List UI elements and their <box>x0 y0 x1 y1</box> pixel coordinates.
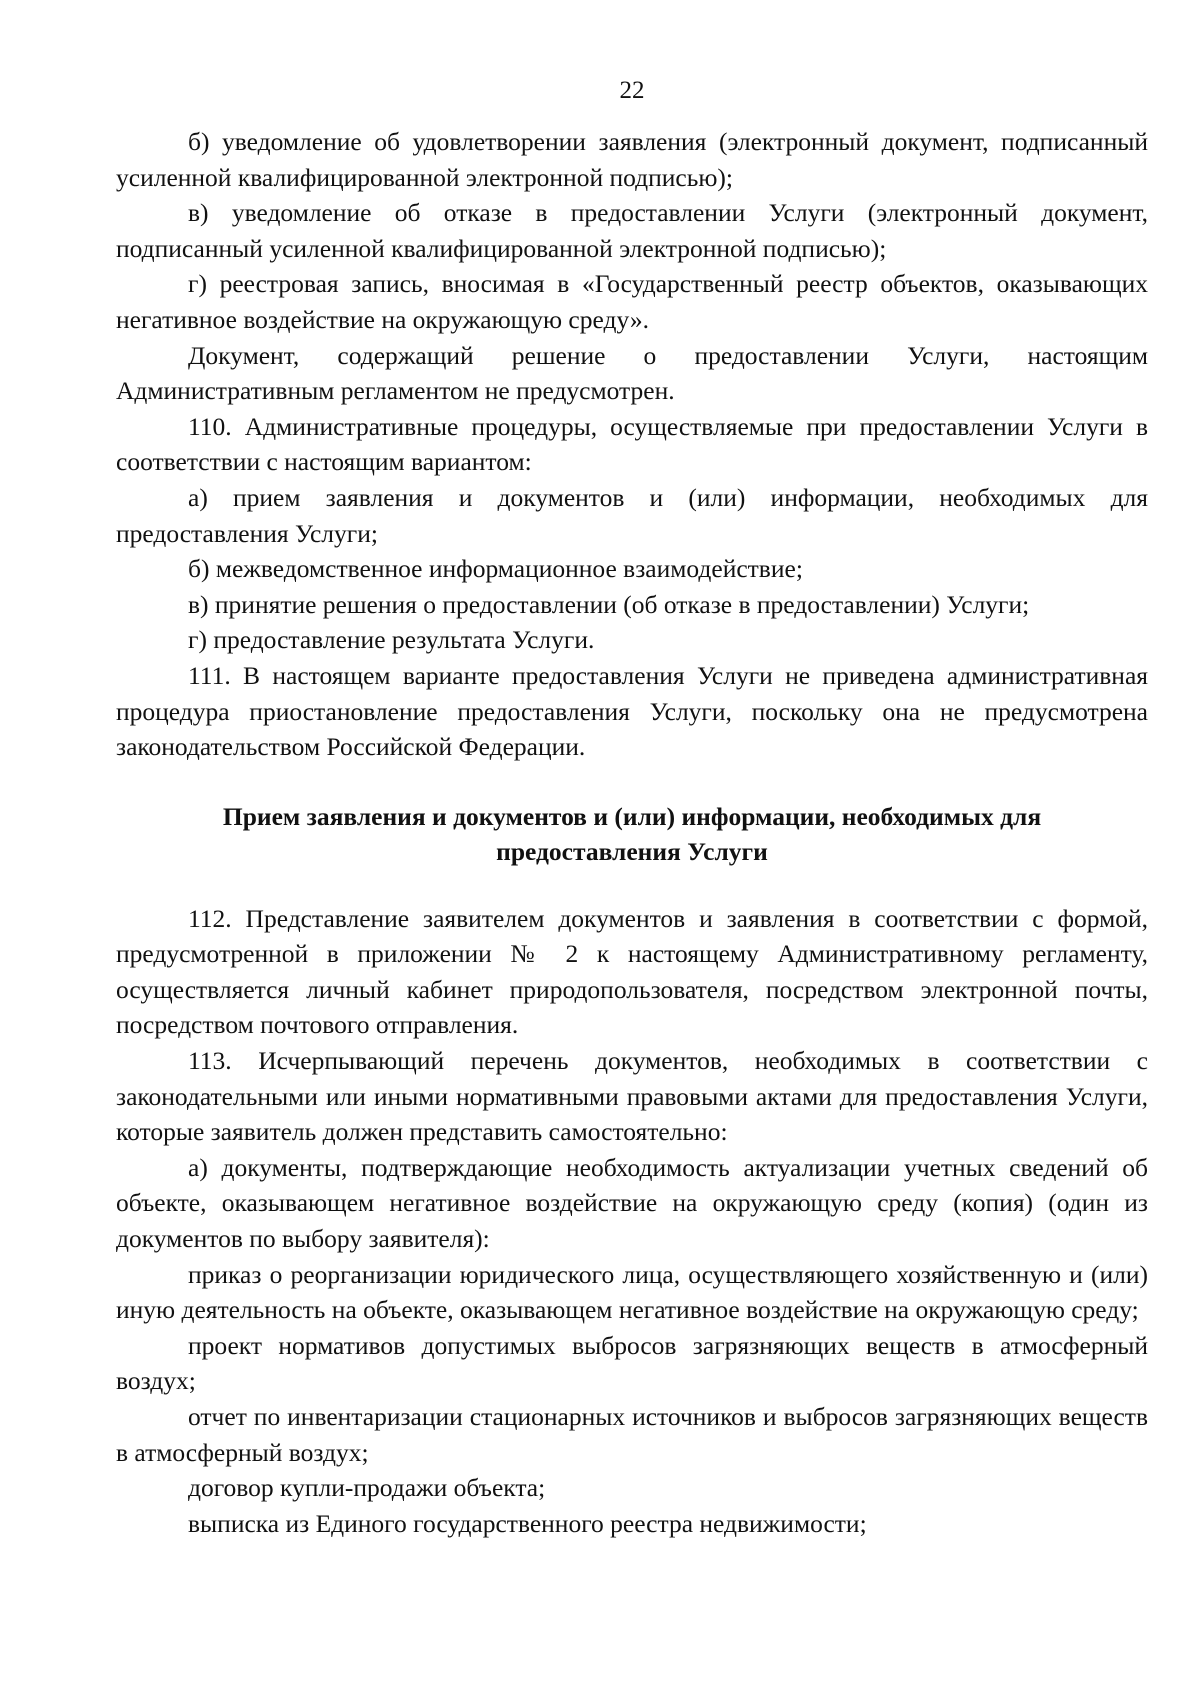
list-item-emission-standards: проект нормативов допустимых выбросов загрязняющих веществ в атмосферный воздух; <box>116 1330 1148 1396</box>
page-number: 22 <box>619 77 645 104</box>
paragraph-g-registry-record: г) реестровая запись, вносимая в «Государственный реестр объектов, оказывающих негативное воздействие на окружающую среду». <box>116 269 1148 334</box>
list-item-real-estate-extract: выписка из Единого государственного реестра недвижимости; <box>188 1508 867 1538</box>
paragraph-v-notice-refusal: в) уведомление об отказе в предоставлении Услуги (электронный документ, подписанный усиленной квалифицированной электронной подписью); <box>116 198 1148 263</box>
paragraph-112: 112. Представление заявителем документов и заявления в соответствии с формой, предусмотренной в приложении № 2 к настоящему Административному регламенту, осуществляется личный кабинет природопользователя, посредством электронной почты, посредством почтового отправления. <box>116 903 1148 1040</box>
paragraph-110-b: б) межведомственное информационное взаимодействие; <box>188 554 803 584</box>
paragraph-113-a: а) документы, подтверждающие необходимость актуализации учетных сведений об объекте, оказывающем негативное воздействие на окружающую среду (копия) (один из документов по выбору заявителя): <box>116 1152 1148 1254</box>
document-body <box>116 124 1148 1541</box>
paragraph-110: 110. Административные процедуры, осуществляемые при предоставлении Услуги в соответствии с настоящим вариантом: <box>116 411 1148 477</box>
paragraph-110-a: а) прием заявления и документов и (или) информации, необходимых для предоставления Услуги; <box>116 482 1148 548</box>
paragraph-113: 113. Исчерпывающий перечень документов, необходимых в соответствии с законодательными или иными нормативными правовыми актами для предоставления Услуги, которые заявитель должен представить самостоятельно: <box>116 1046 1148 1147</box>
paragraph-decision-document: Документ, содержащий решение о предоставлении Услуги, настоящим Административным регламентом не предусмотрен. <box>116 340 1148 406</box>
list-item-sale-contract: договор купли-продажи объекта; <box>188 1473 546 1503</box>
paragraph-111: 111. В настоящем варианте предоставления Услуги не приведена административная процедура приостановление предоставления Услуги, поскольку она не предусмотрена законодательством Российской Федерации. <box>116 660 1148 762</box>
paragraph-110-g: г) предоставление результата Услуги. <box>188 625 595 655</box>
paragraph-b-notice-approval: б) уведомление об удовлетворении заявления (электронный документ, подписанный усиленной квалифицированной электронной подписью); <box>116 127 1148 192</box>
section-heading: Прием заявления и документов и (или) информации, необходимых для предоставления Услуги <box>222 801 1042 866</box>
list-item-reorganization-order: приказ о реорганизации юридического лица, осуществляющего хозяйственную и (или) иную деятельность на объекте, оказывающем негативное воздействие на окружающую среду; <box>116 1259 1148 1325</box>
paragraph-110-v: в) принятие решения о предоставлении (об отказе в предоставлении) Услуги; <box>188 589 1030 619</box>
list-item-inventory-report: отчет по инвентаризации стационарных источников и выбросов загрязняющих веществ в атмосферный воздух; <box>116 1402 1148 1467</box>
